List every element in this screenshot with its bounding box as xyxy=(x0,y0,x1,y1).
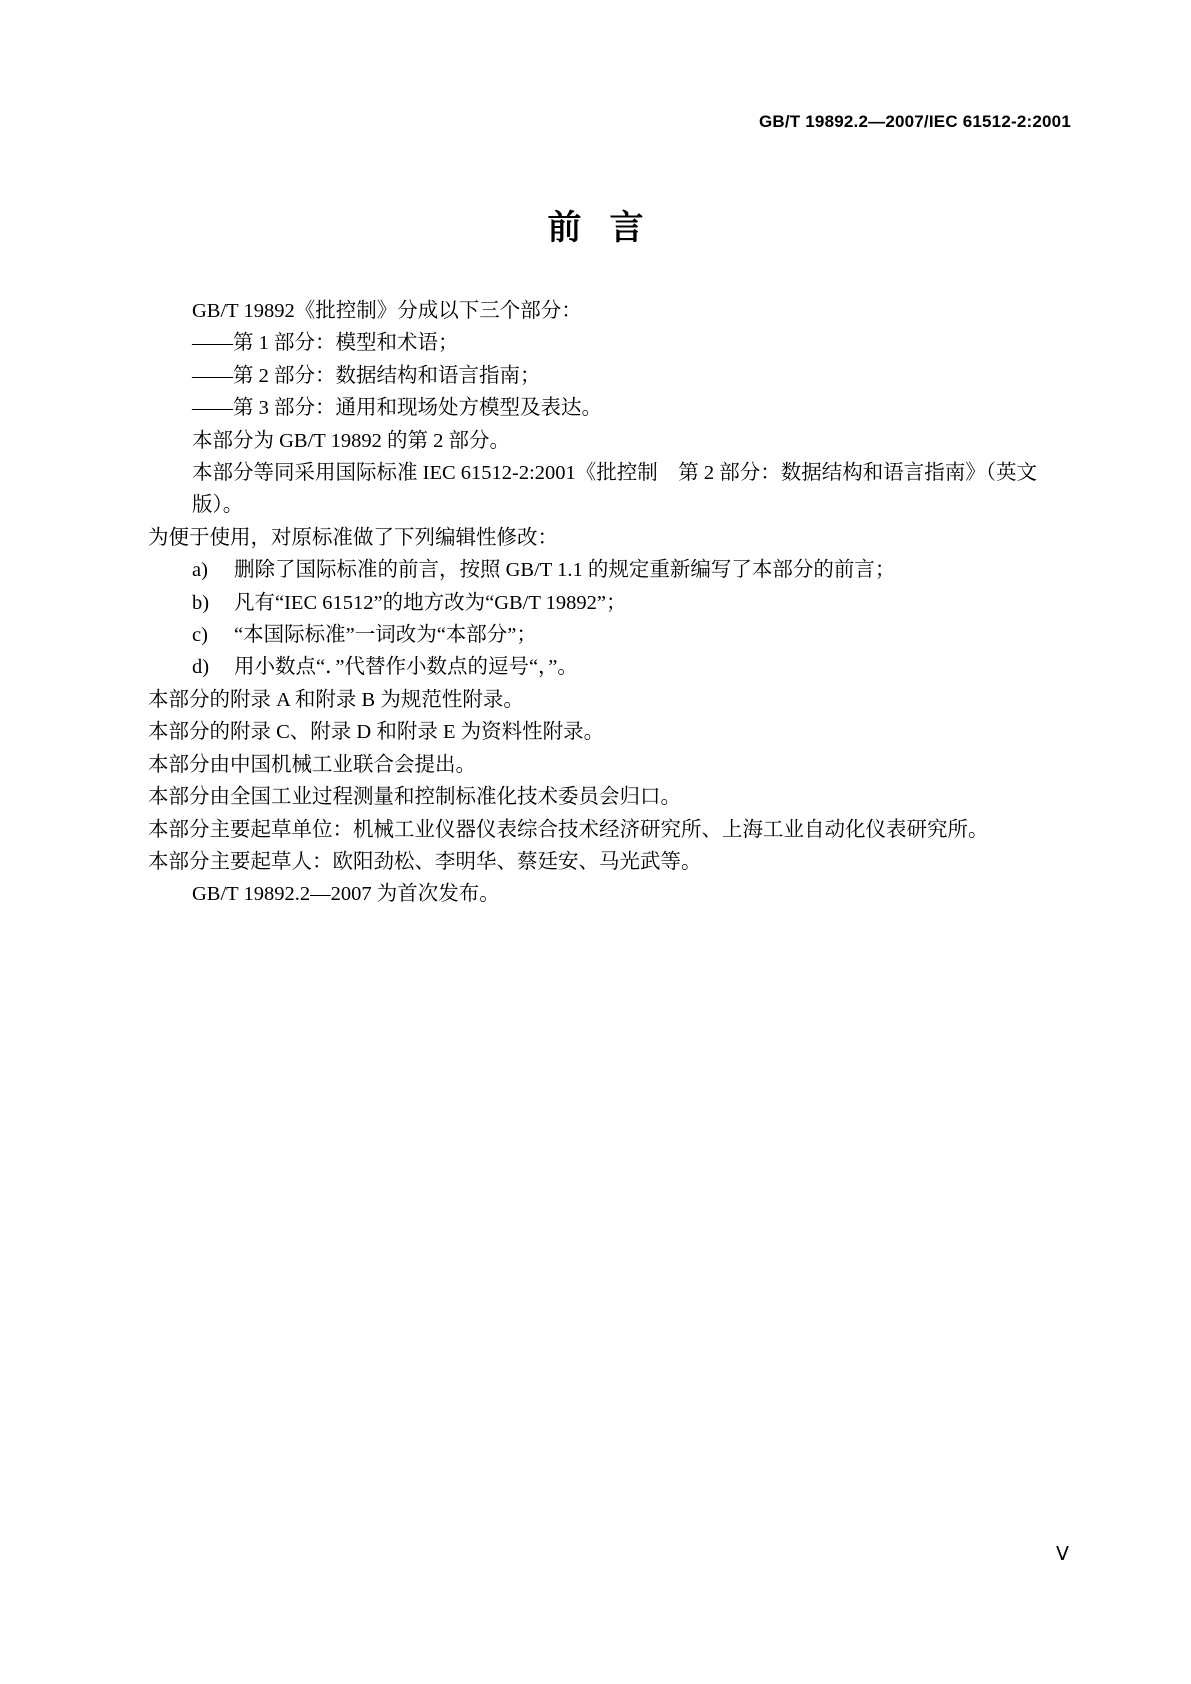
editorial-item xyxy=(148,619,1044,651)
editorial-item-marker: c) xyxy=(192,624,208,647)
editorial-item-marker: a) xyxy=(192,559,208,582)
administered-by-statement: 本部分由全国工业过程测量和控制标准化技术委员会归口。 xyxy=(148,786,681,809)
page-number: Ⅴ xyxy=(1056,1544,1069,1565)
drafting-units-statement: 本部分主要起草单位：机械工业仪器仪表综合技术经济研究所、上海工业自动化仪表研究所。 xyxy=(148,818,989,841)
first-issue-statement: GB/T 19892.2—2007 为首次发布。 xyxy=(192,883,500,906)
part-list-item: ——第 1 部分：模型和术语； xyxy=(192,332,459,355)
editorial-item xyxy=(148,554,1044,586)
part-list-item: ——第 2 部分：数据结构和语言指南； xyxy=(192,364,541,387)
editorial-item xyxy=(148,587,1044,619)
page-title: 前言 xyxy=(547,208,672,248)
editorial-item-marker: b) xyxy=(192,591,210,614)
editorial-item-marker: d) xyxy=(192,656,210,679)
part-list-item: ——第 3 部分：通用和现场处方模型及表达。 xyxy=(192,397,602,420)
editorial-item-text: 凡有“IEC 61512”的地方改为“GB/T 19892”； xyxy=(234,591,627,614)
foreword-body xyxy=(148,295,1044,911)
editorial-item-text: “本国际标准”一词改为“本部分”； xyxy=(234,624,537,647)
editorial-lead: 为便于使用，对原标准做了下列编辑性修改： xyxy=(148,526,558,549)
editorial-item-text: 用小数点“．”代替作小数点的逗号“，”。 xyxy=(234,656,578,679)
annex-normative-statement: 本部分的附录 A 和附录 B 为规范性附录。 xyxy=(148,688,524,711)
adoption-statement: 本部分等同采用国际标准 IEC 61512-2:2001《批控制 第 2 部分：数据结构和语言指南》（英文版）。 xyxy=(192,462,1038,517)
proposed-by-statement: 本部分由中国机械工业联合会提出。 xyxy=(148,753,476,776)
editorial-item-text: 删除了国际标准的前言，按照 GB/T 1.1 的规定重新编写了本部分的前言； xyxy=(234,559,896,582)
part-statement: 本部分为 GB/T 19892 的第 2 部分。 xyxy=(192,429,510,452)
annex-informative-statement: 本部分的附录 C、附录 D 和附录 E 为资料性附录。 xyxy=(148,721,605,744)
page-header-standard-ref: GB/T 19892.2—2007/IEC 61512-2:2001 xyxy=(758,112,1071,131)
drafters-statement: 本部分主要起草人：欧阳劲松、李明华、蔡廷安、马光武等。 xyxy=(148,850,702,873)
foreword-intro: GB/T 19892《批控制》分成以下三个部分： xyxy=(192,300,582,322)
editorial-item xyxy=(148,651,1044,683)
